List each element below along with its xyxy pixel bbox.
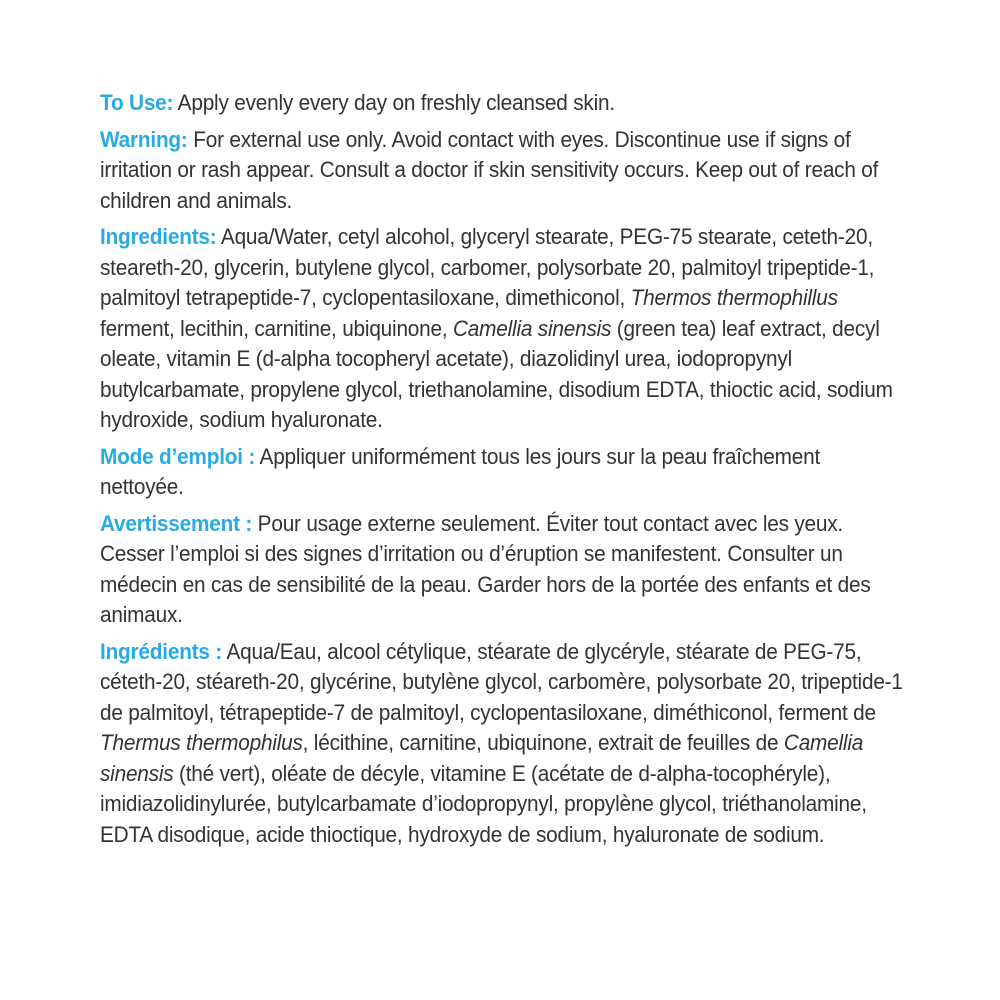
section-body-text: Aqua/Water, cetyl alcohol, glyceryl stearate, PEG-75 stearate, ceteth-20, steareth-20, glycerin, butylene glycol, carbomer, polysorbate 20, palmitoyl tripeptide-1, palmitoyl tetrapeptide-7, cyclopentasiloxane, dimethiconol, — [100, 224, 875, 310]
section-to-use — [100, 88, 908, 119]
section-heading: Mode d’emploi : — [100, 443, 256, 469]
section-ingredients-en — [100, 222, 908, 436]
section-body-text: Apply evenly every day on freshly cleansed skin. — [177, 90, 615, 115]
latin-name-text: Camellia sinensis — [453, 315, 612, 341]
section-ingredients-fr — [100, 637, 908, 851]
section-body-text: For external use only. Avoid contact with eyes. Discontinue use if signs of irritation or rash appear. Consult a doctor if skin sensitivity occurs. Keep out of reach of children and animals. — [100, 126, 879, 213]
section-heading: To Use: — [100, 90, 174, 115]
section-body-text: , lécithine, carnitine, ubiquinone, extrait de feuilles de — [302, 730, 784, 755]
latin-name-text: Thermus thermophilus — [100, 730, 303, 755]
latin-name-text: Camellia sinensis — [100, 730, 864, 786]
section-mode-demploi — [100, 442, 908, 503]
section-body-text: ferment, lecithin, carnitine, ubiquinone, — [100, 315, 454, 341]
section-avertissement — [100, 509, 908, 631]
section-warning — [100, 125, 908, 217]
latin-name-text: Thermos thermophillus — [630, 285, 838, 310]
section-body-text: (green tea) leaf extract, decyl oleate, vitamin E (d-alpha tocopheryl acetate), diazolidinyl urea, iodopropynyl butylcarbamate, propylene glycol, triethanolamine, disodium EDTA, thioctic acid, sodium hydroxide, sodium hyaluronate. — [100, 315, 893, 432]
section-body-text: (thé vert), oléate de décyle, vitamine E (acétate de d-alpha-tocophéryle), imidiazolidinylurée, butylcarbamate d’iodopropynyl, propylène glycol, triéthanolamine, EDTA disodique, acide thioctique, hydroxyde de sodium, hyaluronate de sodium. — [100, 760, 867, 847]
section-body-text: Appliquer uniformément tous les jours sur la peau fraîchement nettoyée. — [100, 443, 821, 499]
section-body-text: Pour usage externe seulement. Éviter tout contact avec les yeux. Cesser l’emploi si des signes d’irritation ou d’éruption se manifestent. Consulter un médecin en cas de sensibilité de la peau. Garder hors de la portée des enfants et des animaux. — [100, 510, 871, 627]
section-heading: Ingrédients : — [100, 638, 223, 664]
section-heading: Warning: — [100, 126, 188, 152]
section-body-text: Aqua/Eau, alcool cétylique, stéarate de glycéryle, stéarate de PEG-75, céteth-20, stéareth-20, glycérine, butylène glycol, carbomère, polysorbate 20, tripeptide-1 de palmitoyl, tétrapeptide-7 de palmitoyl, cyclopentasiloxane, diméthiconol, ferment de — [100, 638, 903, 725]
label-text — [100, 88, 908, 856]
section-heading: Avertissement : — [100, 510, 253, 536]
section-heading: Ingredients: — [100, 224, 217, 249]
